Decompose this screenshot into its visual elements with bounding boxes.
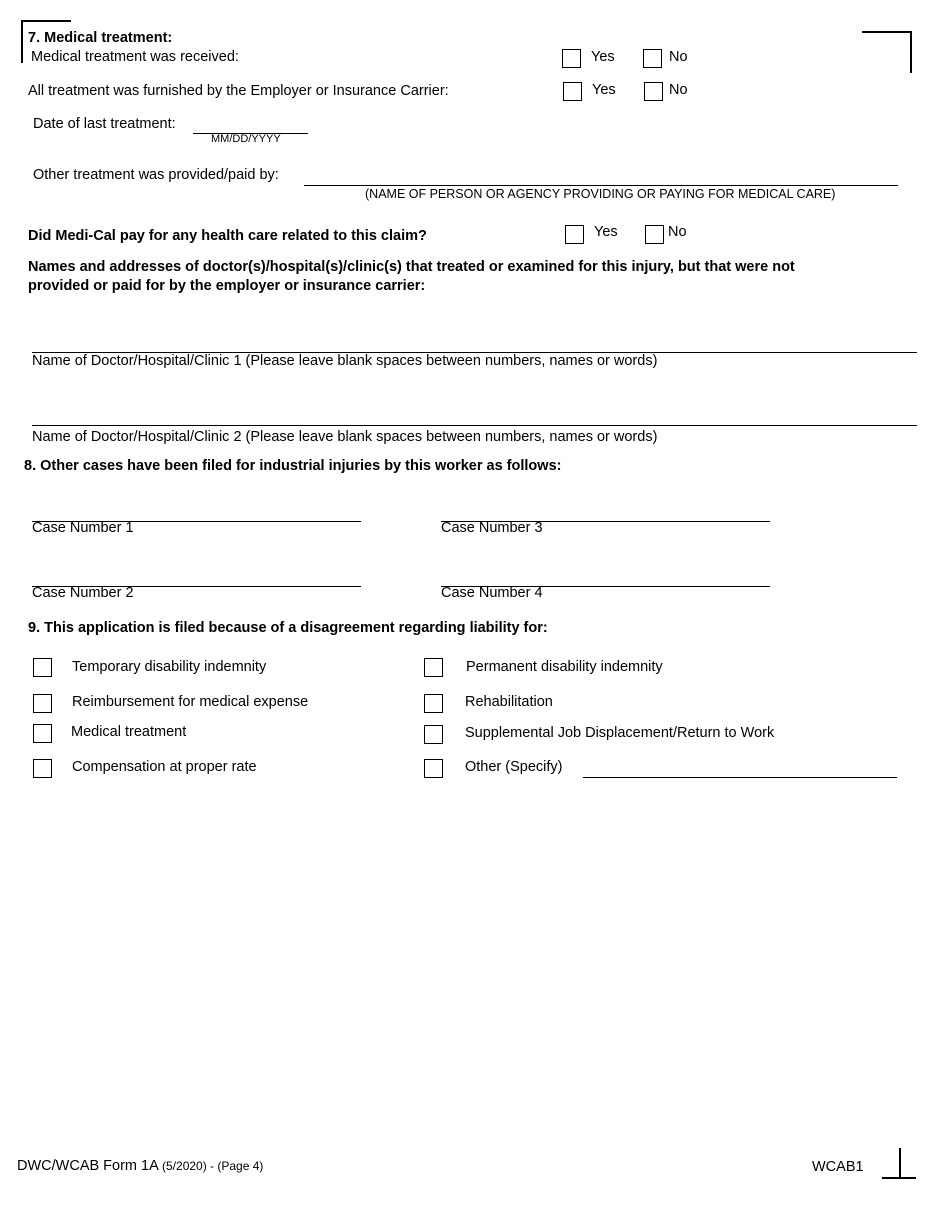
temporary-disability-label: Temporary disability indemnity (72, 659, 267, 675)
doctor-1-label: Name of Doctor/Hospital/Clinic 1 (Please leave blank spaces between numbers, names or words) (32, 353, 658, 369)
treatment-furnished-no-checkbox[interactable] (644, 82, 663, 101)
names-instructions-line1: Names and addresses of doctor(s)/hospital(s)/clinic(s) that treated or examined for this injury, but that were not (28, 259, 795, 275)
corner-mark-top-left-vertical (21, 20, 23, 63)
case-number-2-input[interactable] (32, 567, 361, 585)
treatment-received-no-checkbox[interactable] (643, 49, 662, 68)
doctor-2-input[interactable] (32, 406, 916, 424)
permanent-disability-label: Permanent disability indemnity (466, 659, 663, 675)
footer-form-id (17, 1158, 263, 1175)
treatment-received-no-label: No (669, 49, 688, 65)
names-instructions-line2: provided or paid for by the employer or insurance carrier: (28, 278, 426, 294)
treatment-furnished-no-label: No (669, 82, 688, 98)
footer-form-name: DWC/WCAB Form 1A (17, 1158, 158, 1174)
permanent-disability-checkbox[interactable] (424, 658, 443, 677)
case-number-3-input[interactable] (441, 502, 770, 520)
medi-cal-yes-label: Yes (594, 224, 618, 240)
supplemental-job-checkbox[interactable] (424, 725, 443, 744)
other-treatment-line (304, 185, 898, 186)
corner-mark-top-right-vertical (910, 31, 912, 73)
other-specify-input[interactable] (583, 758, 896, 776)
other-treatment-hint: (NAME OF PERSON OR AGENCY PROVIDING OR PAYING FOR MEDICAL CARE) (365, 187, 836, 201)
case-number-3-label: Case Number 3 (441, 520, 543, 536)
treatment-furnished-yes-label: Yes (592, 82, 616, 98)
rehabilitation-label: Rehabilitation (465, 694, 553, 710)
supplemental-job-label: Supplemental Job Displacement/Return to Work (465, 725, 775, 741)
other-specify-checkbox[interactable] (424, 759, 443, 778)
medical-expense-label: Reimbursement for medical expense (72, 694, 309, 710)
doctor-1-input[interactable] (32, 333, 916, 351)
section-9-title: 9. This application is filed because of a disagreement regarding liability for: (28, 620, 548, 636)
other-treatment-label: Other treatment was provided/paid by: (33, 167, 279, 183)
medical-treatment-checkbox[interactable] (33, 724, 52, 743)
corner-mark-top-right (862, 31, 912, 33)
case-number-1-input[interactable] (32, 502, 361, 520)
medi-cal-question: Did Medi-Cal pay for any health care related to this claim? (28, 228, 427, 244)
treatment-received-yes-checkbox[interactable] (562, 49, 581, 68)
last-treatment-date-input[interactable] (193, 116, 308, 133)
medi-cal-yes-checkbox[interactable] (565, 225, 584, 244)
section-7-title: 7. Medical treatment: (28, 30, 173, 46)
treatment-furnished-label: All treatment was furnished by the Employer or Insurance Carrier: (28, 83, 449, 99)
case-number-1-label: Case Number 1 (32, 520, 134, 536)
compensation-rate-label: Compensation at proper rate (72, 759, 257, 775)
date-format-hint: MM/DD/YYYY (211, 133, 281, 145)
section-8-title: 8. Other cases have been filed for industrial injuries by this worker as follows: (24, 458, 562, 474)
last-treatment-date-label: Date of last treatment: (33, 116, 176, 132)
doctor-2-line (32, 425, 917, 426)
doctor-2-label: Name of Doctor/Hospital/Clinic 2 (Please leave blank spaces between numbers, names or words) (32, 429, 658, 445)
rehabilitation-checkbox[interactable] (424, 694, 443, 713)
temporary-disability-checkbox[interactable] (33, 658, 52, 677)
other-specify-label: Other (Specify) (465, 759, 563, 775)
other-specify-line (583, 777, 897, 778)
footer-form-details: (5/2020) - (Page 4) (162, 1159, 264, 1173)
medi-cal-no-label: No (668, 224, 687, 240)
other-treatment-input[interactable] (304, 168, 898, 185)
treatment-received-yes-label: Yes (591, 49, 615, 65)
medical-treatment-label: Medical treatment (71, 724, 187, 740)
compensation-rate-checkbox[interactable] (33, 759, 52, 778)
corner-mark-top-left (21, 20, 71, 22)
footer-code: WCAB1 (812, 1159, 864, 1175)
medi-cal-no-checkbox[interactable] (645, 225, 664, 244)
corner-mark-bottom-right-vertical (899, 1148, 901, 1178)
case-number-4-label: Case Number 4 (441, 585, 543, 601)
medical-expense-checkbox[interactable] (33, 694, 52, 713)
treatment-furnished-yes-checkbox[interactable] (563, 82, 582, 101)
case-number-4-input[interactable] (441, 567, 770, 585)
treatment-received-label: Medical treatment was received: (31, 49, 239, 65)
case-number-2-label: Case Number 2 (32, 585, 134, 601)
